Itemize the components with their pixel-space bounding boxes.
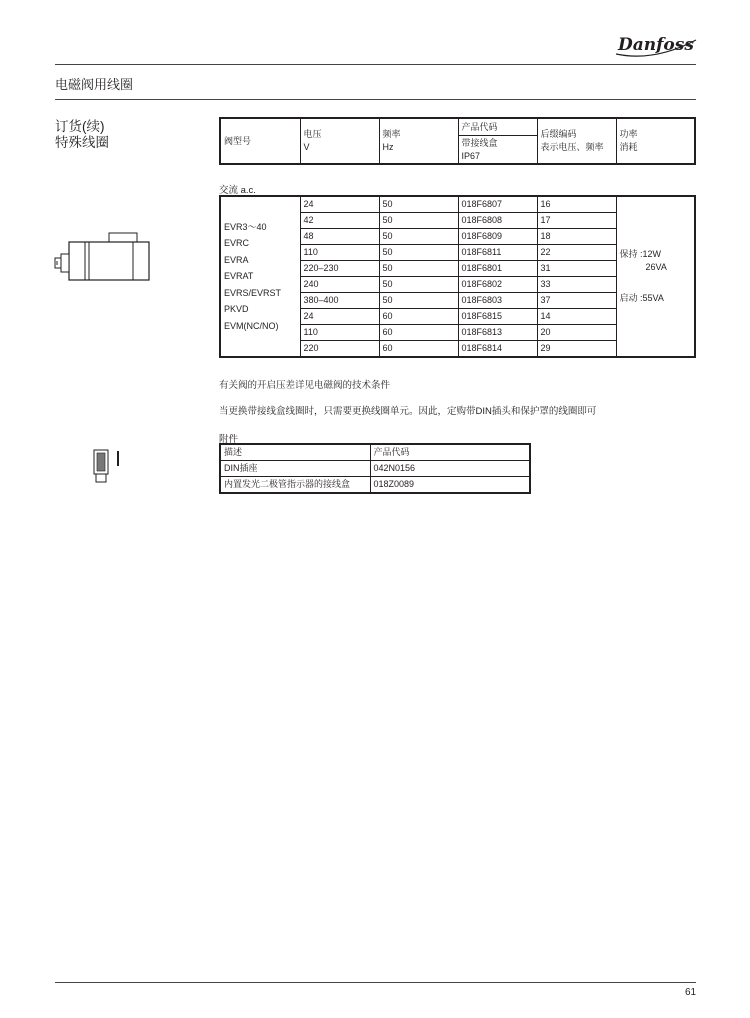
valve-model: EVRC xyxy=(224,238,250,249)
cell-voltage: 24 xyxy=(300,196,379,213)
power-hold: 保持 :12W xyxy=(619,249,662,259)
accessory-row xyxy=(220,477,530,494)
header-voltage: 电压 V xyxy=(300,118,379,164)
side-title-special-coil: 特殊线圈 xyxy=(55,135,109,150)
accessory-desc: DIN插座 xyxy=(220,461,370,477)
cell-suffix: 18 xyxy=(537,229,616,245)
danfoss-logo xyxy=(614,26,700,62)
cell-suffix: 33 xyxy=(537,277,616,293)
accessory-code: 042N0156 xyxy=(370,461,530,477)
valve-model: EVRS/EVRST xyxy=(224,287,282,298)
accessory-desc: 内置发光二极管指示器的接线盒 xyxy=(220,477,370,494)
bottom-rule xyxy=(55,982,696,983)
valve-models xyxy=(220,196,300,357)
note-replacement: 当更换带接线盒线圈时，只需要更换线圈单元。因此，定购带DIN插头和保护罩的线圈即可 xyxy=(219,406,597,417)
header-suffix: 后缀编码 表示电压、频率 xyxy=(537,118,616,164)
cell-voltage: 24 xyxy=(300,309,379,325)
top-rule xyxy=(55,64,696,65)
valve-model: EVR3～40 xyxy=(224,221,267,232)
cell-frequency: 50 xyxy=(379,261,458,277)
cell-voltage: 220 xyxy=(300,341,379,358)
cell-frequency: 50 xyxy=(379,196,458,213)
cell-voltage: 48 xyxy=(300,229,379,245)
cell-code: 018F6802 xyxy=(458,277,537,293)
section-title: 电磁阀用线圈 xyxy=(55,77,134,92)
page-number: 61 xyxy=(685,987,697,998)
side-title-ordering: 订货(续) xyxy=(55,119,105,134)
cell-frequency: 60 xyxy=(379,325,458,341)
cell-suffix: 37 xyxy=(537,293,616,309)
power-consumption xyxy=(616,196,695,357)
coil-row xyxy=(220,196,695,213)
cell-suffix: 29 xyxy=(537,341,616,358)
cell-code: 018F6814 xyxy=(458,341,537,358)
cell-code: 018F6811 xyxy=(458,245,537,261)
cell-voltage: 110 xyxy=(300,245,379,261)
valve-model: EVRAT xyxy=(224,271,254,282)
section-rule xyxy=(55,99,696,100)
cell-suffix: 31 xyxy=(537,261,616,277)
note-opening-pressure: 有关阀的开启压差详见电磁阀的技术条件 xyxy=(219,380,391,391)
coil-table xyxy=(219,195,696,358)
cell-frequency: 60 xyxy=(379,309,458,325)
accessory-row xyxy=(220,461,530,477)
cell-voltage: 220–230 xyxy=(300,261,379,277)
cell-frequency: 50 xyxy=(379,245,458,261)
accessories-header-desc: 描述 xyxy=(220,444,370,461)
cell-code: 018F6808 xyxy=(458,213,537,229)
header-table xyxy=(219,117,696,165)
cell-voltage: 380–400 xyxy=(300,293,379,309)
ac-caption: 交流 a.c. xyxy=(219,185,256,196)
svg-text:Danfoss: Danfoss xyxy=(618,35,694,55)
cell-frequency: 50 xyxy=(379,229,458,245)
cell-code: 018F6801 xyxy=(458,261,537,277)
accessories-caption: 附件 xyxy=(219,434,239,445)
cell-suffix: 22 xyxy=(537,245,616,261)
cell-frequency: 60 xyxy=(379,341,458,358)
cell-suffix: 14 xyxy=(537,309,616,325)
header-product-code: 产品代码 带接线盒 IP67 xyxy=(458,118,537,164)
power-start: 启动 :55VA xyxy=(619,293,664,303)
cell-voltage: 110 xyxy=(300,325,379,341)
valve-model: EVRA xyxy=(224,254,249,265)
accessory-code: 018Z0089 xyxy=(370,477,530,494)
solenoid-coil-icon xyxy=(53,232,153,282)
cell-code: 018F6809 xyxy=(458,229,537,245)
cell-suffix: 17 xyxy=(537,213,616,229)
accessories-header-row xyxy=(220,444,530,461)
header-frequency: 频率 Hz xyxy=(379,118,458,164)
header-model: 阀型号 xyxy=(220,118,300,164)
valve-model: PKVD xyxy=(224,304,249,315)
cell-frequency: 50 xyxy=(379,293,458,309)
header-power: 功率 消耗 xyxy=(616,118,695,164)
cell-suffix: 20 xyxy=(537,325,616,341)
cell-code: 018F6803 xyxy=(458,293,537,309)
power-hold-va: 26VA xyxy=(645,262,667,272)
cell-voltage: 42 xyxy=(300,213,379,229)
cell-frequency: 50 xyxy=(379,213,458,229)
accessories-table xyxy=(219,443,531,494)
valve-model: EVM(NC/NO) xyxy=(224,320,279,331)
cell-code: 018F6813 xyxy=(458,325,537,341)
cell-frequency: 50 xyxy=(379,277,458,293)
cell-suffix: 16 xyxy=(537,196,616,213)
din-plug-icon xyxy=(91,448,123,486)
cell-code: 018F6815 xyxy=(458,309,537,325)
cell-code: 018F6807 xyxy=(458,196,537,213)
cell-voltage: 240 xyxy=(300,277,379,293)
accessories-header-code: 产品代码 xyxy=(370,444,530,461)
